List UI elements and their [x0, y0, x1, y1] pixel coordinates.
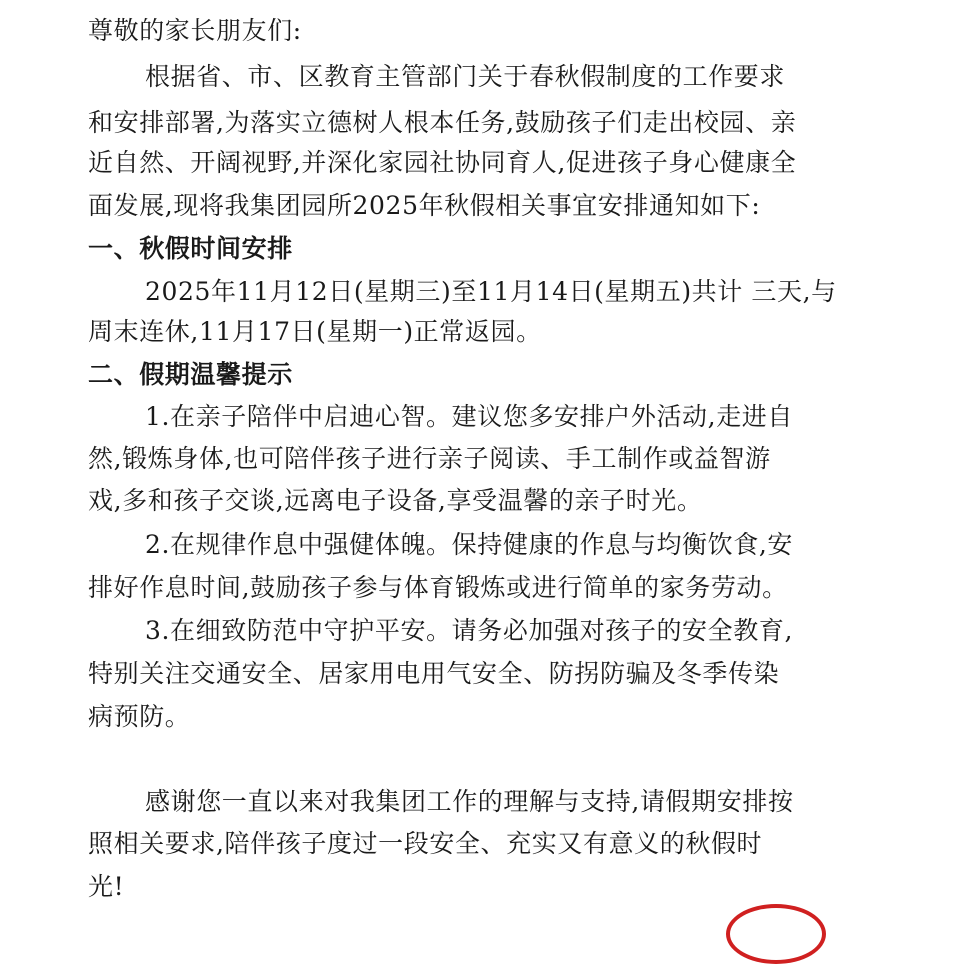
tip-1-line-3: 戏,多和孩子交谈,远离电子设备,享受温馨的亲子时光。 [88, 486, 703, 515]
tip-3-line-3: 病预防。 [88, 702, 191, 731]
section-1-line-1: 2025年11月12日(星期三)至11月14日(星期五)共计 三天,与 [145, 277, 837, 306]
closing-line-3: 光! [88, 872, 125, 901]
intro-line-2: 和安排部署,为落实立德树人根本任务,鼓励孩子们走出校园、亲 [88, 108, 797, 137]
section-1-line-2: 周末连休,11月17日(星期一)正常返园。 [88, 317, 542, 346]
intro-line-3: 近自然、开阔视野,并深化家园社协同育人,促进孩子身心健康全 [88, 148, 797, 177]
section-1-title: 一、秋假时间安排 [88, 234, 293, 263]
official-seal [726, 904, 826, 964]
intro-line-1: 根据省、市、区教育主管部门关于春秋假制度的工作要求 [145, 62, 786, 91]
tip-3-line-1: 3.在细致防范中守护平安。请务必加强对孩子的安全教育, [145, 616, 794, 645]
tip-2-line-2: 排好作息时间,鼓励孩子参与体育锻炼或进行简单的家务劳动。 [88, 573, 788, 602]
section-2-title: 二、假期温馨提示 [88, 360, 293, 389]
greeting: 尊敬的家长朋友们: [88, 16, 302, 45]
closing-line-1: 感谢您一直以来对我集团工作的理解与支持,请假期安排按 [145, 787, 794, 816]
tip-3-line-2: 特别关注交通安全、居家用电用气安全、防拐防骗及冬季传染 [88, 659, 780, 688]
tip-2-line-1: 2.在规律作息中强健体魄。保持健康的作息与均衡饮食,安 [145, 530, 794, 559]
tip-1-line-1: 1.在亲子陪伴中启迪心智。建议您多安排户外活动,走进自 [145, 402, 794, 431]
closing-line-2: 照相关要求,陪伴孩子度过一段安全、充实又有意义的秋假时 [88, 829, 763, 858]
intro-line-4: 面发展,现将我集团园所2025年秋假相关事宜安排通知如下: [88, 191, 761, 220]
tip-1-line-2: 然,锻炼身体,也可陪伴孩子进行亲子阅读、手工制作或益智游 [88, 444, 771, 473]
